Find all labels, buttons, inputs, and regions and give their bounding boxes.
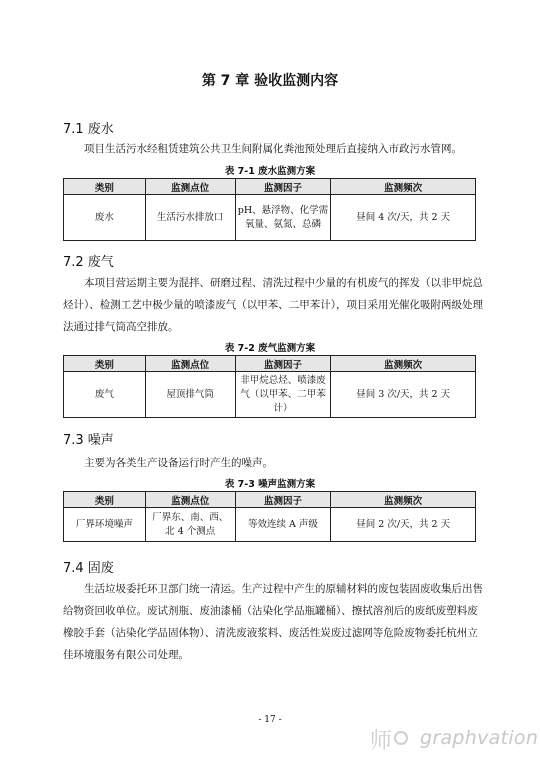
table-header: 监测因子 [235,179,331,195]
table-cell: 生活污水排放口 [145,195,235,241]
table-cell: pH、悬浮物、化学需氧量、氨氮、总磷 [235,195,331,241]
watermark-logo-icon [366,724,416,754]
table-noise [63,491,476,542]
table-cell: 昼间 3 次/天，共 2 天 [331,372,476,418]
paragraph-water: 项目生活污水经租赁建筑公共卫生间附属化粪池预处理后直接纳入市政污水管网。 [84,143,462,155]
paragraph-solid: 生活垃圾委托环卫部门统一清运。生产过程中产生的原辅材料的废包装固废收集后出售给物资回收单位。废试剂瓶、废油漆桶（沾染化学品瓶罐桶）、擦拭溶剂后的废纸废塑料废橡胶手套（沾染化学品固体物）、清洗废液浆料、废活性炭废过滤网等危险废物委托杭州立佳环境服务有限公司处理。 [63,583,483,661]
section-heading-gas: 7.2 废气 [63,255,114,270]
table-water [63,178,476,241]
table-cell: 厂界环境噪声 [64,508,146,542]
section-heading-noise: 7.3 噪声 [63,433,114,448]
table-header: 监测因子 [235,356,331,372]
table-header: 监测频次 [331,356,476,372]
table-cell: 昼间 2 次/天，共 2 天 [331,508,476,542]
svg-text:师: 师 [370,729,393,754]
table-header: 类别 [64,179,146,195]
page-number: - 17 - [258,715,282,725]
watermark-brand: graphvation [420,727,539,749]
table-cell: 废水 [64,195,146,241]
table-caption-noise: 表 7-3 噪声监测方案 [224,479,316,490]
table-cell: 昼间 4 次/天，共 2 天 [331,195,476,241]
table-cell: 屋顶排气筒 [145,372,235,418]
table-cell: 厂界东、南、西、北 4 个测点 [145,508,235,542]
paragraph-noise: 主要为各类生产设备运行时产生的噪声。 [84,457,273,469]
table-caption-gas: 表 7-2 废气监测方案 [224,343,316,354]
table-header: 监测频次 [331,179,476,195]
table-header: 监测点位 [145,492,235,508]
table-cell: 非甲烷总烃、喷漆废气（以甲苯、二甲苯计） [235,372,331,418]
section-heading-solid: 7.4 固废 [63,561,114,576]
table-gas [63,355,476,418]
table-caption-water: 表 7-1 废水监测方案 [224,166,316,177]
table-header: 类别 [64,492,146,508]
paragraph-gas: 本项目营运期主要为混拌、研磨过程、清洗过程中少量的有机废气的挥发（以非甲烷总烃计）、检测工艺中极少量的喷漆废气（以甲苯、二甲苯计），项目采用光催化吸附两级处理法通过排气筒高空排放。 [63,277,483,333]
chapter-title: 第 7 章 验收监测内容 [201,73,339,89]
table-header: 监测点位 [145,356,235,372]
table-header: 监测频次 [331,492,476,508]
table-header: 类别 [64,356,146,372]
table-cell: 等效连续 A 声级 [235,508,331,542]
table-cell: 废气 [64,372,146,418]
table-header: 监测点位 [145,179,235,195]
section-heading-water: 7.1 废水 [63,122,114,137]
table-header: 监测因子 [235,492,331,508]
